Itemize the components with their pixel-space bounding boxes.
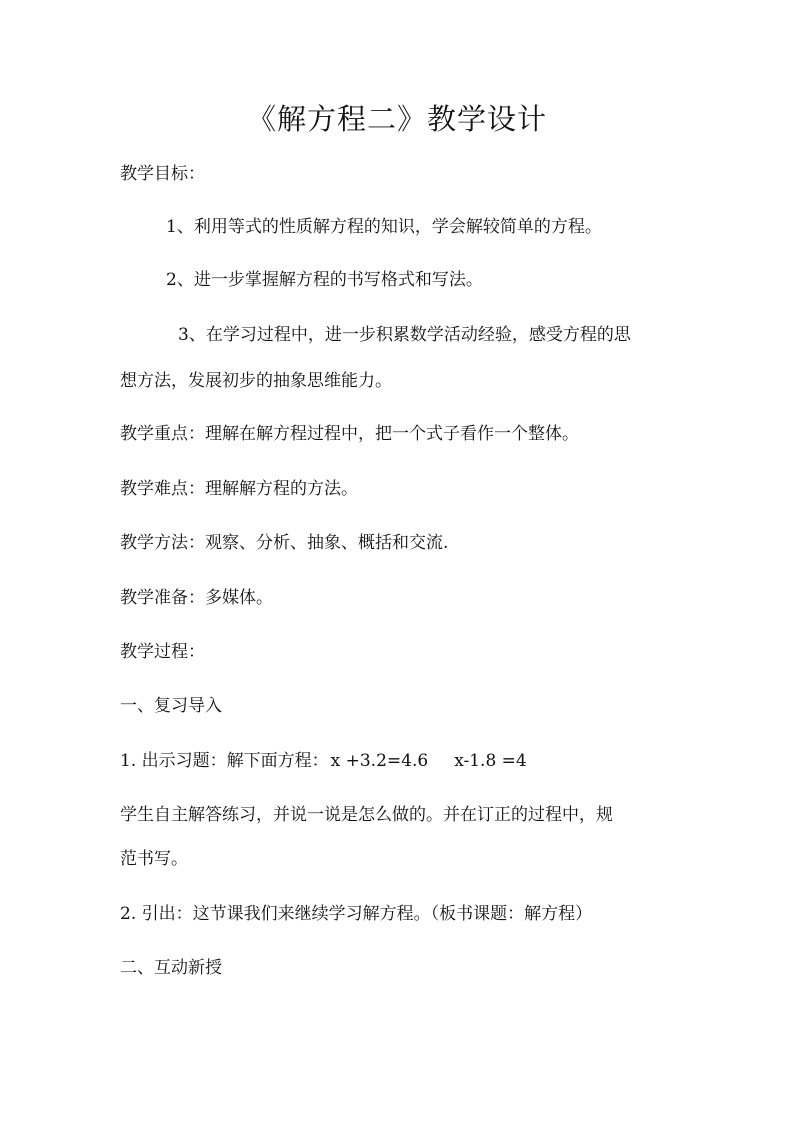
objective-item-2: 2、进一步掌握解方程的书写格式和写法。: [166, 270, 483, 290]
section-2-heading: 二、互动新授: [120, 958, 222, 978]
section-1-item-1: [120, 746, 527, 776]
key-point: 教学重点：理解在解方程过程中，把一个式子看作一个整体。: [120, 424, 579, 444]
teaching-methods: 教学方法：观察、分析、抽象、概括和交流.: [120, 533, 449, 553]
difficulty: 教学难点：理解解方程的方法。: [120, 479, 358, 499]
student-practice-line-1: 学生自主解答练习，并说一说是怎么做的。并在订正的过程中，规: [120, 805, 613, 825]
objectives-heading: 教学目标：: [120, 164, 205, 184]
objective-item-1: 1、利用等式的性质解方程的知识，学会解较简单的方程。: [166, 217, 602, 237]
equation-1: x +3.2=4.6: [330, 751, 429, 771]
equation-2: x-1.8 =4: [454, 751, 527, 771]
objective-item-3-line-1: 3、在学习过程中，进一步积累数学活动经验，感受方程的思: [178, 325, 631, 345]
document-title: 《解方程二》教学设计: [246, 102, 547, 136]
teaching-preparation: 教学准备：多媒体。: [120, 588, 273, 608]
section-1-item-2: 2. 引出：这节课我们来继续学习解方程。（板书课题：解方程）: [120, 904, 593, 924]
section-1-heading: 一、复习导入: [120, 696, 222, 716]
student-practice-line-2: 范书写。: [120, 849, 188, 869]
objective-item-3-line-2: 想方法，发展初步的抽象思维能力。: [120, 371, 392, 391]
item-1-label: 1. 出示习题：解下面方程：: [120, 751, 329, 771]
process-heading: 教学过程：: [120, 642, 205, 662]
